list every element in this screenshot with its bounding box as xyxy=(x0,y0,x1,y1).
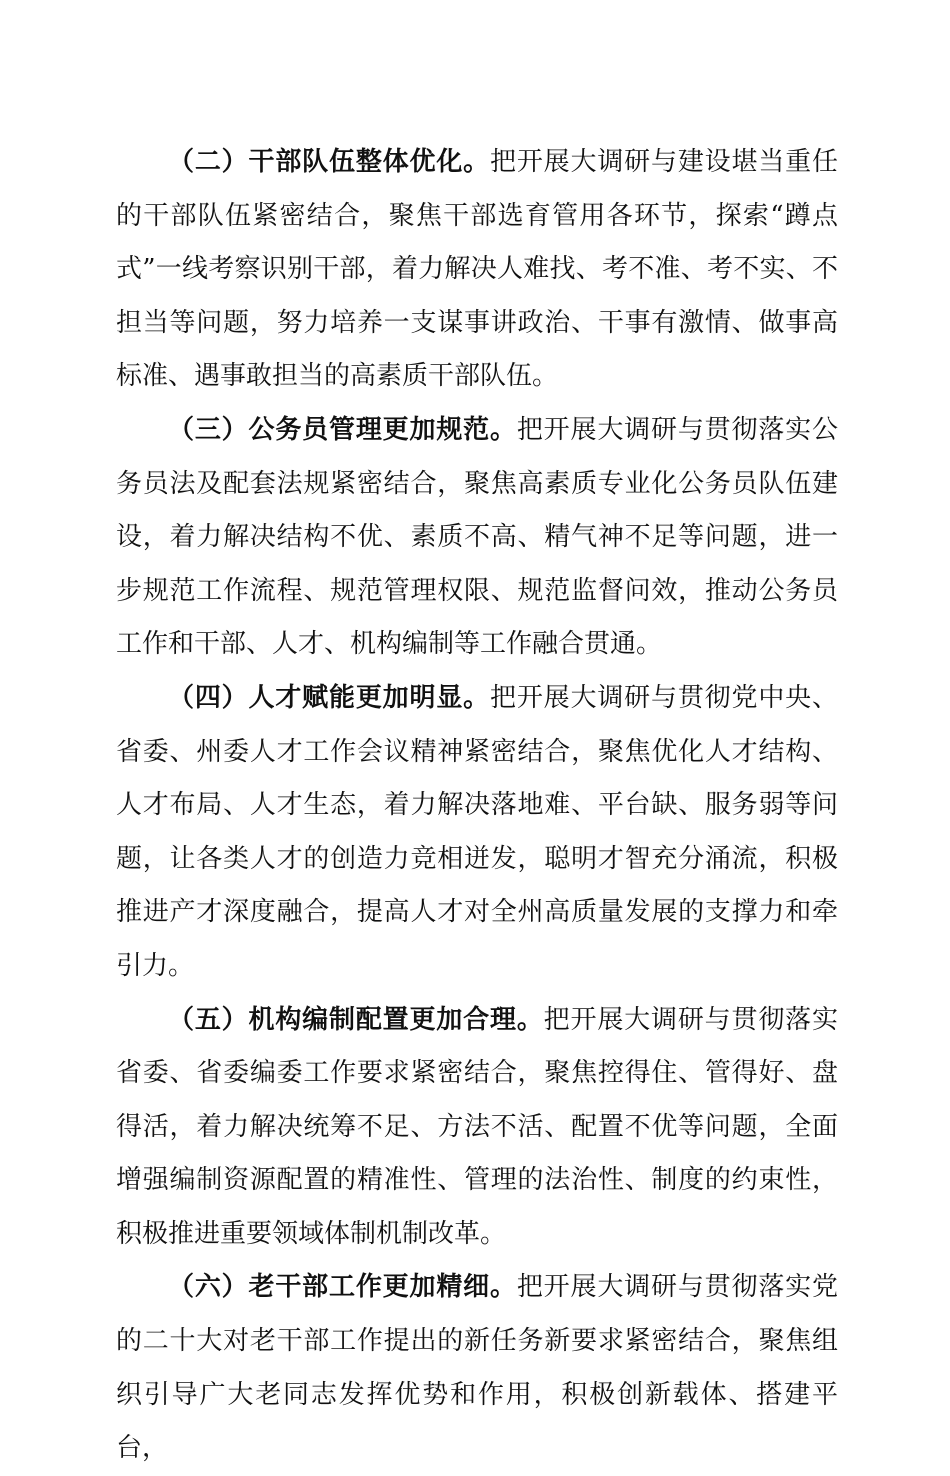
paragraph-heading: （六）老干部工作更加精细。 xyxy=(168,1272,517,1303)
paragraph-civil-servant xyxy=(116,404,838,672)
paragraph-body: 把开展大调研与贯彻落实党的二十大对老干部工作提出的新任务新要求紧密结合，聚焦组织引导广大老同志发挥优势和作用，积极创新载体、搭建平台， xyxy=(116,1272,838,1464)
paragraph-body: 把开展大调研与贯彻落实公务员法及配套法规紧密结合，聚焦高素质专业化公务员队伍建设，着力解决结构不优、素质不高、精气神不足等问题，进一步规范工作流程、规范管理权限、规范监督问效，推动公务员工作和干部、人才、机构编制等工作融合贯通。 xyxy=(116,414,838,660)
paragraph-body: 把开展大调研与贯彻落实省委、省委编委工作要求紧密结合，聚焦控得住、管得好、盘得活，着力解决统筹不足、方法不活、配置不优等问题，全面增强编制资源配置的精准性、管理的法治性、制度的约束性，积极推进重要领域体制机制改革。 xyxy=(116,1004,838,1249)
paragraph-heading: （三）公务员管理更加规范。 xyxy=(168,414,517,445)
paragraph-heading: （二）干部队伍整体优化。 xyxy=(168,147,490,177)
paragraph-talent xyxy=(116,672,838,994)
paragraph-heading: （五）机构编制配置更加合理。 xyxy=(168,1004,544,1035)
paragraph-staffing xyxy=(116,994,838,1262)
paragraph-body: 把开展大调研与贯彻党中央、省委、州委人才工作会议精神紧密结合，聚焦优化人才结构、人才布局、人才生态，着力解决落地难、平台缺、服务弱等问题，让各类人才的创造力竞相迸发，聪明才智充分涌流，积极推进产才深度融合，提高人才对全州高质量发展的支撑力和牵引力。 xyxy=(116,682,838,981)
paragraph-heading: （四）人才赋能更加明显。 xyxy=(168,682,490,713)
paragraph-cadre-team xyxy=(116,136,838,404)
document-body xyxy=(116,136,838,1476)
paragraph-body: 把开展大调研与建设堪当重任的干部队伍紧密结合，聚焦干部选育管用各环节，探索“蹲点式”一线考察识别干部，着力解决人难找、考不准、考不实、不担当等问题，努力培养一支谋事讲政治、干事有激情、做事高标准、遇事敢担当的高素质干部队伍。 xyxy=(116,147,838,392)
paragraph-retired-cadres xyxy=(116,1261,838,1475)
